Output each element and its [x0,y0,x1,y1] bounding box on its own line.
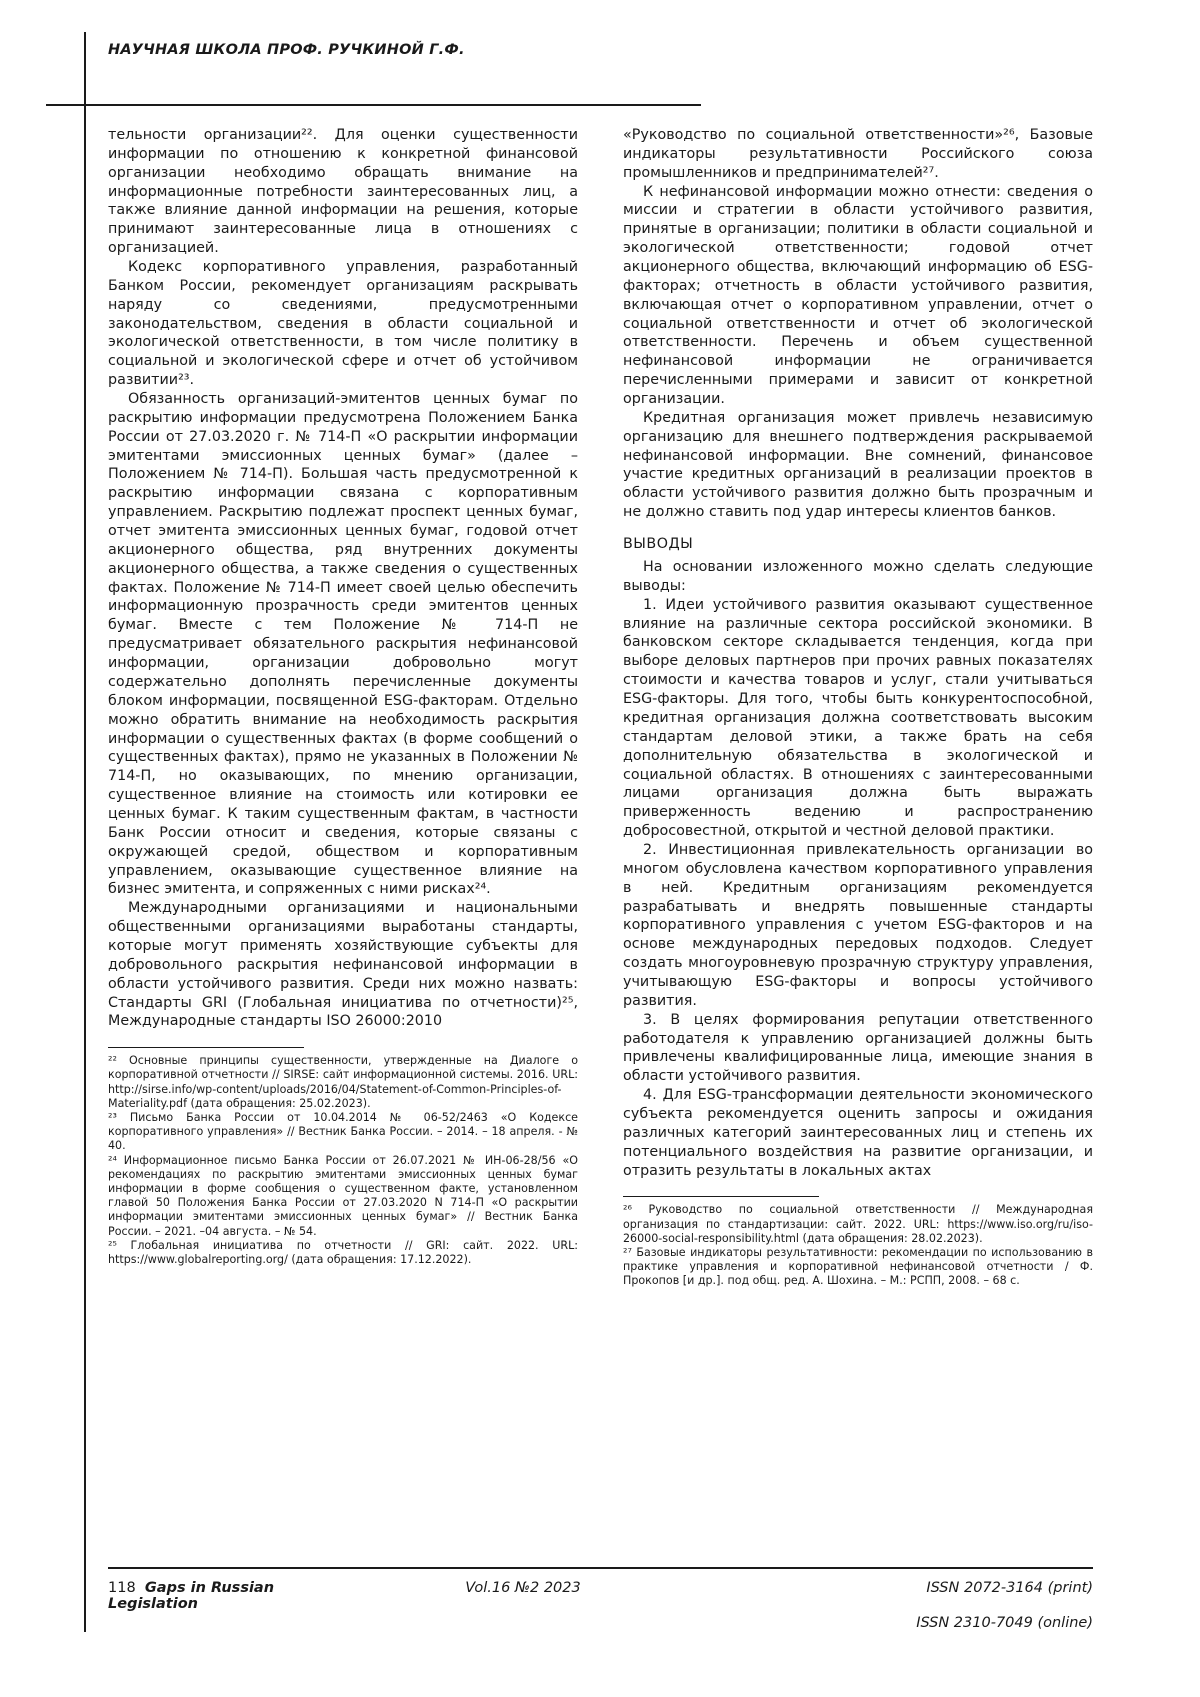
page-left-rule [84,32,86,1632]
paragraph: тельности организации²². Для оценки существенности информации по отношению к конкретной финансовой организации необходимо обращать внимание на информационные потребности заинтересованных лиц, а также влияние данной информации на решения, которые принимают заинтересованные лица в отношениях с организацией. [108,127,578,257]
footer-spacer [108,1615,688,1631]
header-divider-rule [46,104,701,106]
issn-print: ISSN 2072-3164 (print) [926,1580,1093,1596]
paragraph: «Руководство по социальной ответственности»²⁶, Базовые индикаторы результативности Российского союза промышленников и предпринимателей²⁷. [623,127,1093,181]
page-number: 118 [108,1580,136,1596]
footnote: ²⁵ Глобальная инициатива по отчетности // GRI: сайт. 2022. URL: https://www.globalreporting.org/ (дата обращения: 17.12.2022). [108,1238,578,1266]
running-header [108,42,1008,58]
section-heading: ВЫВОДЫ [623,536,694,553]
left-column-footnotes [108,1047,578,1267]
running-header-title: НАУЧНАЯ ШКОЛА ПРОФ. РУЧКИНОЙ Г.Ф. [108,42,465,58]
paragraph: 4. Для ESG-трансформации деятельности экономического субъекта рекомендуется оценить запросы и ожидания различных категорий заинтересованных лиц и степень их потенциального воздействия на развитие организации, и отразить результаты в локальных актах [623,1087,1093,1179]
paragraph: 2. Инвестиционная привлекательность организации во многом обусловлена качеством корпоративного управления в ней. Кредитным организациям рекомендуется разрабатывать и внедрять повышенные стандарты корпоративного управления с учетом ESG-факторов и на основе международных передовых подходов. Следует создать многоуровневую прозрачную структуру управления, учитывающую ESG-факторы и вопросы устойчивого развития. [623,841,1093,1009]
paragraph: Кодекс корпоративного управления, разработанный Банком России, рекомендует организациям раскрывать наряду со сведениями, предусмотренными законодательством, сведения в области социальной и экологической ответственности, в том числе политику в социальной и экологической сфере и отчет об устойчивом развитии²³. [108,259,578,389]
right-column [623,126,1093,1289]
footnote: ²⁷ Базовые индикаторы результативности: рекомендации по использованию в практике управления и корпоративной нефинансовой отчетности / Ф. Прокопов [и др.]. под общ. ред. А. Шохина. – М.: РСПП, 2008. – 68 с. [623,1245,1093,1288]
issn-online: ISSN 2310-7049 (online) [916,1615,1093,1631]
journal-title: Gaps in Russian Legislation [108,1580,275,1612]
footer-divider-rule [108,1567,1093,1569]
left-column [108,126,578,1289]
paragraph: Международными организациями и национальными общественными организациями выработаны стандарты, которые могут применять хозяйствующие субъекты для добровольного раскрытия нефинансовой информации в области устойчивого развития. Среди них можно назвать: Стандарты GRI (Глобальная инициатива по отчетности)²⁵, Международные стандарты ISO 26000:2010 [108,900,578,1030]
paragraph: Кредитная организация может привлечь независимую организацию для внешнего подтверждения раскрываемой нефинансовой информации. Вне сомнений, финансовое участие кредитных организаций в реализации проектов в области устойчивого развития должно быть прозрачным и не должно ставить под удар интересы клиентов банков. [623,409,1093,521]
paragraph: К нефинансовой информации можно отнести: сведения о миссии и стратегии в области устойчивого развития, принятые в организации; политики в области социальной и экологической ответственности; годовой отчет акционерного общества, включающий информацию об ESG-факторах; отчетность в области устойчивого развития, включающая отчет о корпоративном управлении, отчет о социальной ответственности и отчет об экологической ответственности. Перечень и объем существенной нефинансовой информации не ограничивается перечисленными примерами и зависит от конкретной организации. [623,183,1093,408]
page-footer [108,1580,1093,1631]
footer-page-and-journal [108,1580,358,1612]
paragraph: Обязанность организаций-эмитентов ценных бумаг по раскрытию информации предусмотрена Положением Банка России от 27.03.2020 г. № 714-П «О раскрытии информации эмитентами эмиссионных ценных бумаг» (далее – Положением № 714-П). Большая часть предусмотренной к раскрытию информации связана с корпоративным управлением. Раскрытию подлежат проспект ценных бумаг, отчет эмитента эмиссионных ценных бумаг, годовой отчет акционерного общества, ряд внутренних документы акционерного общества, а также сведения о существенных фактах. Положение № 714-П имеет своей целью обеспечить информационную прозрачность среди эмитентов ценных бумаг. Вместе с тем Положение № 714-П не предусматривает обязательного раскрытия нефинансовой информации, организации добровольно могут содержательно дополнять перечисленные документы блоком информации, посвященной ESG-факторам. Отдельно можно обратить внимание на необходимость раскрытия информации о существенных фактах (в форме сообщений о существенных фактах), прямо не указанных в Положении № 714-П, но оказывающих, по мнению организации, существенное влияние на стоимость или котировки ее ценных бумаг. К таким существенным фактам, в частности Банк России относит и сведения, которые связаны с окружающей средой, обществом и корпоративным управлением, оказывающие существенное влияние на бизнес эмитента, и сопряженных с ними рисках²⁴. [108,391,578,898]
footnote: ²³ Письмо Банка России от 10.04.2014 № 06-52/2463 «О Кодексе корпоративного управления» // Вестник Банка России. – 2014. – 18 апреля. - № 40. [108,1111,578,1153]
footnote: ²² Основные принципы существенности, утвержденные на Диалоге о корпоративной отчетности // SIRSE: сайт информационной системы. 2016. URL: http://sirse.info/wp-content/uploads/2016/04/Statement-of-Common-Principles-of-Materiality.pdf (дата обращения: 25.02.2023). [108,1054,578,1110]
paragraph: 1. Идеи устойчивого развития оказывают существенное влияние на различные сектора российской экономики. В банковском секторе складывается тенденция, когда при выборе деловых партнеров при прочих равных показателях стоимости и качества товаров и услуг, стали учитываться ESG-факторы. Для того, чтобы быть конкурентоспособной, кредитная организация должна соответствовать высоким стандартам деловой этики, а также брать на себя дополнительную обязательства в экологической и социальной областях. В отношениях с заинтересованными лицами организация должна быть выражать приверженность ведению и распространению добросовестной, открытой и честной деловой практики. [623,596,1093,840]
footnote: ²⁴ Информационное письмо Банка России от 26.07.2021 № ИН-06-28/56 «О рекомендациях по раскрытию эмитентами эмиссионных ценных бумаг информации в форме сообщения о существенном факте, установленном главой 50 Положения Банка России от 27.03.2020 N 714-П «О раскрытии информации эмитентами эмиссионных ценных бумаг» // Вестник Банка России. – 2021. –04 августа. – № 54. [108,1153,578,1238]
text-columns [108,126,1093,1289]
footnote-separator [623,1196,819,1197]
paragraph: 3. В целях формирования репутации ответственного работодателя к управлению организацией должны быть привлечены квалифицированные лица, имеющие знания в области устойчивого развития. [623,1011,1093,1085]
paragraph: На основании изложенного можно сделать следующие выводы: [623,559,1093,594]
volume-issue: Vol.16 №2 2023 [465,1580,581,1596]
footnote-separator [108,1047,304,1048]
right-column-footnotes [623,1196,1093,1288]
footnote: ²⁶ Руководство по социальной ответственности // Международная организация по стандартизации: сайт. 2022. URL: https://www.iso.org/ru/iso-26000-social-responsibility.html (дата обращения: 28.02.2023). [623,1203,1093,1245]
